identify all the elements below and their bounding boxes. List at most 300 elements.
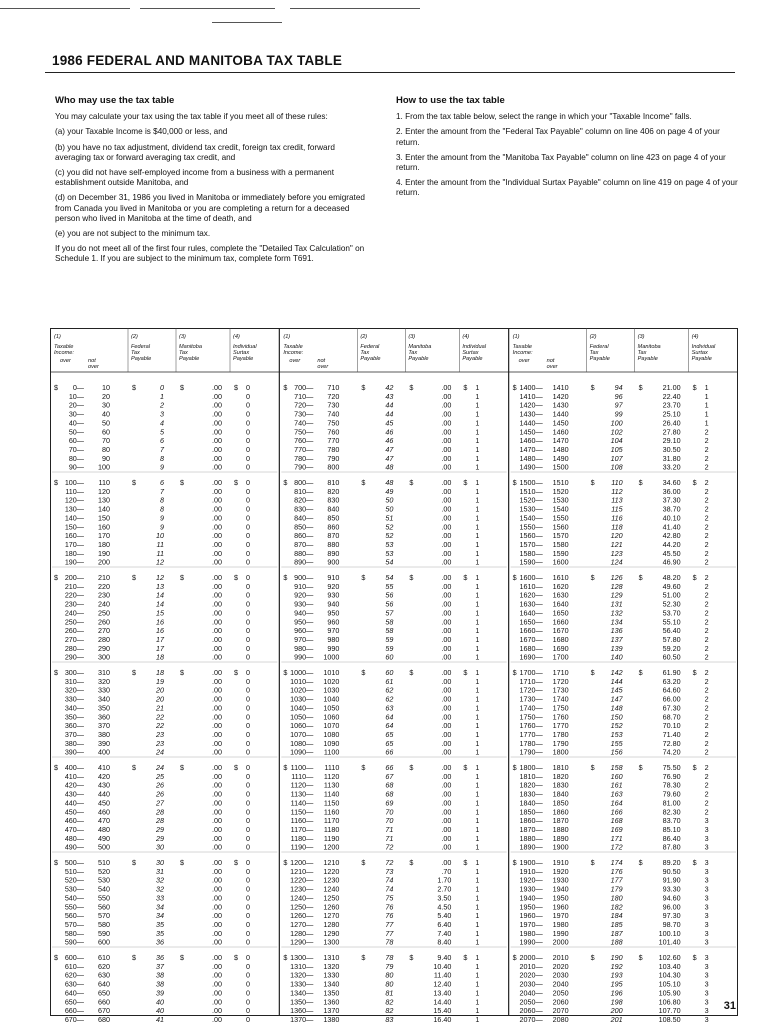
federal-tax-value: 32	[156, 884, 164, 894]
income-to: 810	[327, 478, 340, 487]
income-from: 70—	[68, 444, 84, 454]
income-to: 1160	[323, 807, 340, 817]
surtax-value: 0	[246, 1006, 250, 1016]
header-not: not	[88, 358, 96, 364]
federal-tax-value: 75	[385, 893, 394, 903]
surtax-value: 2	[704, 608, 709, 618]
federal-tax-value: 8	[160, 504, 164, 514]
income-to: 1910	[552, 858, 569, 867]
dollar-sign: $	[361, 383, 366, 392]
manitoba-tax-value: 91.90	[662, 875, 681, 885]
manitoba-tax-value: .00	[212, 919, 222, 929]
manitoba-tax-value: .00	[212, 548, 222, 558]
income-to: 1990	[552, 928, 569, 938]
income-from: 420—	[64, 780, 84, 790]
federal-tax-value: 155	[610, 738, 623, 748]
income-from: 1330—	[290, 979, 314, 989]
income-from: 50—	[68, 427, 84, 437]
income-to: 1020	[323, 676, 340, 686]
manitoba-tax-value: .00	[212, 988, 222, 998]
header-taxable: Taxable	[54, 344, 74, 350]
income-from: 1630—	[519, 599, 543, 609]
header-over: over	[518, 358, 530, 364]
income-from: 630—	[64, 979, 84, 989]
income-to: 1720	[552, 676, 569, 686]
manitoba-tax-value: .00	[441, 522, 452, 532]
income-to: 950	[327, 608, 340, 618]
federal-tax-value: 63	[385, 703, 394, 713]
surtax-value: 0	[246, 694, 250, 704]
surtax-value: 1	[704, 383, 709, 392]
federal-tax-value: 108	[610, 462, 623, 472]
surtax-value: 2	[704, 539, 709, 549]
federal-tax-value: 22	[156, 721, 164, 731]
income-from: 1660—	[519, 626, 543, 636]
federal-tax-value: 3	[160, 409, 164, 419]
manitoba-tax-value: 93.30	[662, 884, 681, 894]
manitoba-tax-value: 94.60	[662, 893, 681, 903]
surtax-value: 3	[704, 953, 709, 962]
surtax-value: 1	[475, 997, 480, 1007]
manitoba-tax-value: 30.50	[662, 444, 681, 454]
surtax-value: 1	[475, 780, 480, 790]
income-from: 1350—	[290, 997, 314, 1007]
surtax-value: 1	[475, 504, 480, 514]
surtax-value: 2	[704, 462, 709, 472]
header-col2-num: (2)	[131, 334, 138, 340]
income-from: 1900—	[519, 858, 543, 867]
income-from: 110—	[65, 486, 84, 496]
income-from: 350—	[64, 712, 84, 722]
manitoba-tax-value: 96.00	[662, 902, 681, 912]
income-to: 590	[98, 928, 110, 938]
federal-tax-value: 131	[610, 599, 623, 609]
income-from: 400—	[64, 763, 84, 772]
dollar-sign: $	[234, 478, 238, 487]
manitoba-tax-value: 21.00	[662, 383, 681, 392]
income-to: 1640	[552, 599, 569, 609]
surtax-value: 1	[475, 685, 480, 695]
income-from: 410—	[64, 771, 84, 781]
surtax-value: 1	[475, 462, 480, 472]
manitoba-tax-value: 90.50	[662, 866, 681, 876]
manitoba-tax-value: 75.50	[662, 763, 681, 772]
federal-tax-value: 120	[610, 531, 623, 541]
federal-tax-value: 14	[156, 599, 164, 609]
header-individual: Individual	[691, 344, 716, 350]
income-to: 800	[327, 462, 340, 472]
income-from: 1580—	[519, 548, 543, 558]
income-from: 870—	[294, 539, 314, 549]
income-to: 550	[98, 893, 110, 903]
dollar-sign: $	[463, 478, 468, 487]
federal-tax-value: 29	[156, 833, 164, 843]
federal-tax-value: 54	[385, 557, 394, 567]
dollar-sign: $	[463, 383, 468, 392]
manitoba-tax-value: .00	[212, 1006, 222, 1016]
income-from: 370—	[64, 729, 84, 739]
federal-tax-value: 9	[160, 522, 164, 532]
income-to: 860	[327, 522, 340, 532]
federal-tax-value: 19	[156, 676, 164, 686]
surtax-value: 1	[475, 652, 480, 662]
manitoba-tax-value: 79.60	[662, 789, 681, 799]
step-2: 2. Enter the amount from the "Federal Tax Payable" column on line 406 on page 4 of your return.	[396, 127, 720, 147]
surtax-value: 0	[246, 1014, 250, 1024]
surtax-value: 1	[475, 902, 480, 912]
manitoba-tax-value: .00	[441, 504, 452, 514]
federal-tax-value: 34	[156, 911, 164, 921]
manitoba-tax-value: .00	[212, 703, 222, 713]
income-from: 1430—	[519, 409, 543, 419]
income-to: 420	[98, 771, 110, 781]
federal-tax-value: 53	[385, 539, 394, 549]
surtax-value: 0	[246, 634, 250, 644]
manitoba-tax-value: 103.40	[658, 961, 681, 971]
dollar-sign: $	[590, 763, 595, 772]
income-from: 980—	[294, 643, 314, 653]
income-to: 1210	[323, 858, 340, 867]
dollar-sign: $	[54, 668, 58, 677]
federal-tax-value: 28	[156, 807, 164, 817]
income-from: 1890—	[519, 842, 543, 852]
surtax-value: 3	[704, 997, 709, 1007]
income-from: 1160—	[290, 816, 314, 826]
income-to: 910	[327, 573, 340, 582]
federal-tax-value: 153	[610, 729, 623, 739]
income-from: 1720—	[519, 685, 543, 695]
manitoba-tax-value: 108.50	[658, 1014, 681, 1024]
manitoba-tax-value: .00	[212, 824, 222, 834]
surtax-value: 1	[475, 617, 480, 627]
income-to: 880	[327, 539, 340, 549]
income-from: 650—	[64, 997, 84, 1007]
manitoba-tax-value: .00	[441, 712, 452, 722]
top-rule-short	[212, 22, 282, 23]
manitoba-tax-value: .00	[441, 685, 452, 695]
federal-tax-value: 126	[610, 573, 623, 582]
income-from: 700—	[294, 383, 314, 392]
federal-tax-value: 77	[385, 919, 394, 929]
income-from: 100—	[64, 478, 84, 487]
income-to: 230	[98, 590, 110, 600]
income-from: 1090—	[290, 747, 314, 757]
top-rule-mid	[140, 8, 275, 9]
surtax-value: 0	[246, 961, 250, 971]
manitoba-tax-value: 4.50	[437, 902, 452, 912]
income-to: 2040	[552, 979, 569, 989]
income-to: 110	[98, 478, 110, 487]
income-to: 1420	[552, 391, 569, 401]
federal-tax-value: 11	[156, 539, 164, 549]
federal-tax-value: 136	[610, 626, 623, 636]
surtax-value: 1	[475, 383, 480, 392]
manitoba-tax-value: .00	[441, 427, 452, 437]
header-surtax-payable: Payable	[691, 356, 712, 362]
income-from: 830—	[294, 504, 314, 514]
income-to: 340	[98, 694, 110, 704]
federal-tax-value: 65	[385, 738, 394, 748]
rule-e: (e) you are not subject to the minimum tax.	[55, 229, 211, 239]
federal-tax-value: 118	[611, 522, 623, 532]
manitoba-tax-value: 63.20	[662, 676, 681, 686]
federal-tax-value: 14	[156, 590, 164, 600]
surtax-value: 1	[475, 668, 480, 677]
income-from: 900—	[294, 573, 314, 582]
dollar-sign: $	[590, 383, 595, 392]
tax-table	[50, 328, 738, 1024]
manitoba-tax-value: .00	[441, 557, 452, 567]
header-surtax-payable: Payable	[462, 356, 483, 362]
income-to: 10	[102, 383, 110, 392]
income-from: 1940—	[519, 893, 543, 903]
manitoba-tax-value: 7.40	[437, 928, 452, 938]
income-from: 1220—	[290, 875, 314, 885]
federal-tax-value: 166	[610, 807, 623, 817]
income-from: 480—	[64, 833, 84, 843]
federal-tax-value: 15	[156, 608, 164, 618]
manitoba-tax-value: 16.40	[433, 1014, 452, 1024]
income-to: 1820	[552, 771, 569, 781]
surtax-value: 2	[704, 668, 709, 677]
manitoba-tax-value: 98.70	[662, 919, 681, 929]
income-from: 640—	[64, 988, 84, 998]
income-from: 1140—	[290, 798, 314, 808]
dollar-sign: $	[180, 858, 184, 867]
income-from: 1400—	[519, 383, 543, 392]
manitoba-tax-value: .00	[441, 833, 452, 843]
manitoba-tax-value: 6.40	[437, 919, 452, 929]
income-to: 1180	[323, 824, 340, 834]
header-federal: Federal	[589, 344, 609, 350]
income-to: 2080	[552, 1014, 569, 1024]
federal-tax-value: 78	[385, 953, 394, 962]
income-from: 240—	[64, 608, 84, 618]
header-over: over	[289, 358, 301, 364]
income-from: 170—	[64, 539, 84, 549]
manitoba-tax-value: 74.20	[662, 747, 681, 757]
dollar-sign: $	[180, 953, 184, 962]
surtax-value: 1	[475, 807, 480, 817]
manitoba-tax-value: 46.90	[662, 557, 681, 567]
dollar-sign: $	[512, 668, 517, 677]
surtax-value: 1	[475, 436, 480, 446]
manitoba-tax-value: 67.30	[662, 703, 681, 713]
dollar-sign: $	[463, 953, 468, 962]
income-from: 260—	[64, 626, 84, 636]
income-to: 1090	[323, 738, 340, 748]
income-to: 190	[98, 548, 110, 558]
dollar-sign: $	[132, 668, 136, 677]
header-federal-payable: Payable	[360, 356, 381, 362]
federal-tax-value: 97	[614, 400, 623, 410]
dollar-sign: $	[132, 858, 136, 867]
header-income: Income:	[54, 350, 74, 356]
manitoba-tax-value: 72.80	[662, 738, 681, 748]
surtax-value: 2	[704, 634, 709, 644]
dollar-sign: $	[590, 858, 595, 867]
surtax-value: 1	[475, 409, 480, 419]
income-from: 820—	[294, 495, 314, 505]
manitoba-tax-value: 61.90	[662, 668, 681, 677]
income-to: 260	[98, 617, 110, 627]
income-to: 1620	[552, 581, 569, 591]
surtax-value: 1	[475, 599, 480, 609]
manitoba-tax-value: .70	[441, 866, 452, 876]
surtax-value: 1	[475, 738, 480, 748]
dollar-sign: $	[283, 858, 288, 867]
income-from: 1300—	[290, 953, 314, 962]
header-taxable: Taxable	[512, 344, 533, 350]
income-from: 1020—	[290, 685, 314, 695]
manitoba-tax-value: 71.40	[662, 729, 681, 739]
dollar-sign: $	[409, 668, 414, 677]
surtax-value: 0	[246, 763, 250, 772]
manitoba-tax-value: .00	[212, 902, 222, 912]
income-to: 440	[98, 789, 110, 799]
income-from: 800—	[294, 478, 314, 487]
income-from: 380—	[64, 738, 84, 748]
federal-tax-value: 29	[156, 824, 164, 834]
income-to: 80	[102, 444, 110, 454]
income-to: 270	[98, 626, 110, 636]
manitoba-tax-value: .00	[212, 911, 222, 921]
income-to: 1360	[323, 997, 340, 1007]
income-from: 360—	[64, 721, 84, 731]
surtax-value: 0	[246, 557, 250, 567]
manitoba-tax-value: .00	[441, 626, 452, 636]
income-to: 560	[98, 902, 110, 912]
income-to: 350	[98, 703, 110, 713]
manitoba-tax-value: 59.20	[662, 643, 681, 653]
income-to: 510	[98, 858, 110, 867]
income-from: 1780—	[519, 738, 543, 748]
surtax-value: 1	[475, 824, 480, 834]
income-to: 140	[98, 504, 110, 514]
income-to: 630	[98, 970, 110, 980]
income-to: 1660	[552, 617, 569, 627]
federal-tax-value: 152	[610, 721, 623, 731]
federal-tax-value: 52	[385, 531, 394, 541]
federal-tax-value: 18	[156, 652, 164, 662]
income-from: 970—	[294, 634, 314, 644]
manitoba-tax-value: .00	[441, 747, 452, 757]
header-income: Income:	[283, 350, 304, 356]
surtax-value: 1	[475, 495, 480, 505]
income-from: 860—	[294, 531, 314, 541]
surtax-value: 0	[246, 643, 250, 653]
income-to: 790	[327, 453, 340, 463]
federal-tax-value: 137	[610, 634, 623, 644]
income-from: 1410—	[519, 391, 543, 401]
income-from: 1280—	[290, 928, 314, 938]
income-to: 1460	[552, 427, 569, 437]
income-from: 180—	[64, 548, 84, 558]
manitoba-tax-value: .00	[441, 495, 452, 505]
surtax-value: 0	[246, 842, 250, 852]
federal-tax-value: 6	[160, 436, 164, 446]
header-surtax: Surtax	[233, 350, 250, 356]
income-to: 720	[327, 391, 340, 401]
header-col3-num: (3)	[637, 334, 645, 340]
income-to: 1330	[323, 970, 340, 980]
dollar-sign: $	[132, 763, 136, 772]
income-from: 1700—	[519, 668, 543, 677]
federal-tax-value: 27	[156, 798, 164, 808]
federal-tax-value: 169	[610, 824, 623, 834]
income-from: 880—	[294, 548, 314, 558]
income-to: 200	[98, 557, 110, 567]
header-manitoba-tax: Tax	[637, 350, 647, 356]
manitoba-tax-value: 15.40	[433, 1006, 452, 1016]
surtax-value: 2	[704, 599, 709, 609]
income-to: 1860	[552, 807, 569, 817]
income-to: 1530	[552, 495, 569, 505]
federal-tax-value: 58	[385, 617, 394, 627]
income-from: 1970—	[519, 919, 543, 929]
surtax-value: 1	[475, 444, 480, 454]
manitoba-tax-value: .00	[441, 409, 452, 419]
income-to: 1790	[552, 738, 569, 748]
federal-tax-value: 71	[385, 824, 394, 834]
federal-tax-value: 104	[610, 436, 623, 446]
federal-tax-value: 128	[610, 581, 623, 591]
federal-tax-value: 76	[385, 902, 394, 912]
manitoba-tax-value: 105.10	[658, 979, 681, 989]
income-from: 430—	[64, 789, 84, 799]
income-to: 30	[102, 400, 110, 410]
income-to: 250	[98, 608, 110, 618]
federal-tax-value: 9	[160, 513, 164, 523]
federal-tax-value: 161	[610, 780, 623, 790]
federal-tax-value: 22	[156, 712, 164, 722]
manitoba-tax-value: 53.70	[662, 608, 681, 618]
federal-tax-value: 40	[156, 997, 164, 1007]
income-to: 70	[102, 436, 110, 446]
dollar-sign: $	[361, 573, 366, 582]
surtax-value: 1	[475, 1014, 480, 1024]
income-to: 1740	[552, 694, 569, 704]
federal-tax-value: 83	[385, 1014, 394, 1024]
dollar-sign: $	[512, 858, 517, 867]
income-from: 80—	[68, 453, 84, 463]
income-to: 1100	[323, 747, 340, 757]
federal-tax-value: 99	[614, 409, 623, 419]
dollar-sign: $	[512, 763, 517, 772]
income-from: 1490—	[519, 462, 543, 472]
federal-tax-value: 156	[610, 747, 623, 757]
federal-tax-value: 36	[156, 937, 164, 947]
surtax-value: 2	[704, 780, 709, 790]
income-from: 270—	[64, 634, 84, 644]
surtax-value: 2	[704, 522, 709, 532]
federal-tax-value: 72	[385, 858, 394, 867]
federal-tax-value: 2	[160, 400, 164, 410]
dollar-sign: $	[54, 478, 58, 487]
manitoba-tax-value: .00	[212, 599, 222, 609]
income-to: 840	[327, 504, 340, 514]
manitoba-tax-value: .00	[441, 807, 452, 817]
income-to: 90	[102, 453, 110, 463]
surtax-value: 0	[246, 866, 250, 876]
federal-tax-value: 44	[385, 400, 394, 410]
income-from: 760—	[294, 436, 314, 446]
income-to: 1920	[552, 866, 569, 876]
surtax-value: 1	[475, 893, 480, 903]
income-to: 1030	[323, 685, 340, 695]
income-to: 220	[98, 581, 110, 591]
surtax-value: 1	[475, 789, 480, 799]
